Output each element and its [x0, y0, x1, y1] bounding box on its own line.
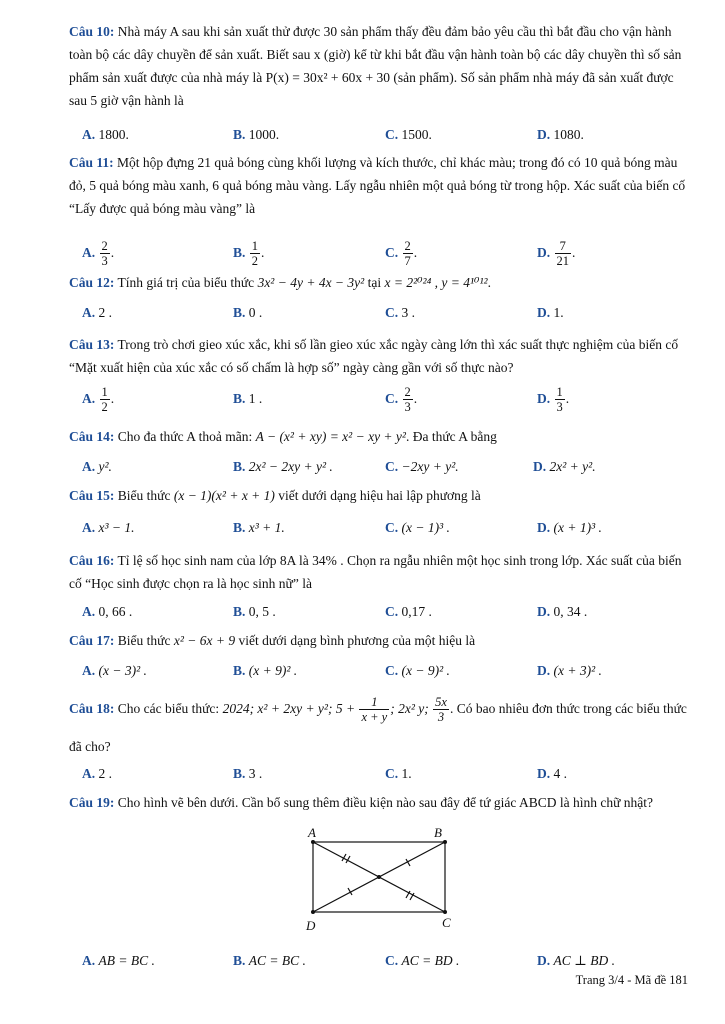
math-expression: A − (x² + xy) = x² − xy + y²	[255, 429, 406, 444]
option-b[interactable]: B. 2x² − 2xy + y² .	[233, 459, 333, 474]
center-point	[377, 875, 381, 879]
question-text: Cho hình vẽ bên dưới. Cần bổ sung thêm điều kiện nào sau đây để tứ giác ABCD là hình chữ nhật?	[117, 795, 654, 810]
option-a[interactable]: A. 0, 66 .	[82, 604, 133, 619]
option-d[interactable]: D. 2x² + y².	[533, 459, 596, 474]
fraction: $\frac{5x}{3}$	[435, 695, 447, 725]
option-a[interactable]: A. (x − 3)² .	[82, 663, 147, 678]
vertex-point	[443, 840, 447, 844]
question-text: Tỉ lệ số học sinh nam của lớp 8A là 34% . Chọn ra ngẫu nhiên một học sinh trong lớp. Xác suất của biến cố “Học sinh được chọn ra là học sinh nữ” là	[69, 553, 682, 591]
option-a[interactable]: A. AB = BC .	[82, 953, 155, 968]
option-a[interactable]: A. x³ − 1.	[82, 520, 135, 535]
options-18	[82, 763, 702, 785]
option-c[interactable]: C. 3 .	[385, 305, 415, 320]
fraction: $\frac{1}{x + y}$	[361, 695, 388, 725]
label-d: D	[306, 918, 316, 933]
option-a[interactable]: A. 1800.	[82, 127, 129, 142]
question-15	[69, 484, 691, 507]
option-d[interactable]: D. 0, 34 .	[537, 604, 588, 619]
option-d[interactable]: D. 4 .	[537, 766, 567, 781]
question-text: . Đa thức A bằng	[405, 429, 497, 444]
question-10	[69, 20, 691, 112]
options-11	[82, 236, 702, 270]
question-13	[69, 333, 691, 379]
option-d[interactable]: D. 1.	[537, 305, 564, 320]
page-footer: Trang 3/4 - Mã đề 181	[575, 973, 688, 987]
vertex-point	[311, 840, 315, 844]
question-text: Trong trò chơi gieo xúc xắc, khi số lần gieo xúc xắc ngày càng lớn thì xác suất thực nghiệm của biến cố “Mặt xuất hiện của xúc xắc có số chấm là hợp số” ngày càng gần với số thực nào?	[69, 337, 679, 375]
question-label: Câu 10:	[69, 24, 115, 39]
question-text: Biểu thức	[117, 633, 171, 648]
option-c[interactable]: C. 1.	[385, 766, 412, 781]
math-expression: (x − 1)(x² + x + 1)	[173, 488, 275, 503]
question-label: Câu 19:	[69, 795, 115, 810]
math-expression: x² − 6x + 9	[173, 633, 236, 648]
question-text: viết dưới dạng bình phương của một hiệu là	[238, 633, 476, 648]
vertex-point	[311, 910, 315, 914]
options-15	[82, 517, 702, 539]
question-label: Câu 17:	[69, 633, 115, 648]
options-16	[82, 601, 702, 623]
question-19	[69, 791, 691, 814]
question-label: Câu 16:	[69, 553, 115, 568]
options-12	[82, 302, 702, 324]
question-text: Một hộp đựng 21 quả bóng cùng khối lượng và kích thước, chỉ khác màu; trong đó có 10 quả bóng màu đỏ, 5 quả bóng màu xanh, 6 quả bóng màu vàng. Lấy ngẫu nhiên một quả bóng từ trong hộp. Xác suất của biến cố “Lấy được quả bóng màu vàng” là	[69, 155, 686, 216]
question-label: Câu 14:	[69, 429, 115, 444]
option-b[interactable]: B. AC = BC .	[233, 953, 306, 968]
options-13	[82, 382, 702, 416]
math-expression: ; 2x² y;	[390, 701, 429, 716]
option-b[interactable]: B. $\frac{1}{2}$ .	[233, 239, 265, 269]
option-c[interactable]: C. AC = BD .	[385, 953, 460, 968]
question-18	[69, 690, 691, 766]
question-11	[69, 151, 691, 220]
option-b[interactable]: B. (x + 9)² .	[233, 663, 298, 678]
option-b[interactable]: B. 1 .	[233, 391, 263, 406]
option-b[interactable]: B. 1000.	[233, 127, 280, 142]
question-text: Tính giá trị của biểu thức	[117, 275, 255, 290]
option-c[interactable]: C. −2xy + y².	[385, 459, 459, 474]
rectangle-abcd-figure	[300, 822, 460, 934]
options-14	[82, 456, 702, 478]
question-text: viết dưới dạng hiệu hai lập phương là	[278, 488, 481, 503]
option-c[interactable]: C. $\frac{2}{7}$ .	[385, 239, 418, 269]
option-a[interactable]: A. y².	[82, 459, 112, 474]
option-c[interactable]: C. (x − 9)² .	[385, 663, 450, 678]
options-17	[82, 660, 702, 682]
option-c[interactable]: C. 1500.	[385, 127, 432, 142]
option-c[interactable]: C. 0,17 .	[385, 604, 432, 619]
options-10	[82, 124, 702, 146]
question-label: Câu 15:	[69, 488, 115, 503]
question-14	[69, 425, 691, 448]
option-a[interactable]: A. $\frac{1}{2}$ .	[82, 385, 115, 415]
math-condition: x = 2²⁰²⁴ , y = 4¹⁰¹²	[384, 275, 488, 290]
option-a[interactable]: A. 2 .	[82, 305, 112, 320]
option-b[interactable]: B. 0, 5 .	[233, 604, 276, 619]
vertex-point	[443, 910, 447, 914]
question-text: Nhà máy A sau khi sản xuất thử được 30 sản phẩm thấy đều đảm bảo yêu cầu thì bắt đầu cho vận hành toàn bộ các dây chuyền để sản xuất. Biết sau x (giờ) kể từ khi bắt đầu vận hành toàn bộ các dây chuyền thì số sản phẩm sản xuất được của nhà máy là P(x) = 30x² + 60x + 30 (sản phẩm). Số sản phẩm nhà máy đã sản xuất được sau 5 giờ vận hành là	[69, 24, 682, 108]
options-19	[82, 950, 702, 972]
option-d[interactable]: D. (x + 1)³ .	[537, 520, 602, 535]
option-b[interactable]: B. 0 .	[233, 305, 263, 320]
option-d[interactable]: D. (x + 3)² .	[537, 663, 602, 678]
question-text: . Có bao nhiêu đơn thức trong các biểu thức đã cho?	[69, 701, 687, 754]
option-b[interactable]: B. 3 .	[233, 766, 263, 781]
option-c[interactable]: C. $\frac{2}{3}$ .	[385, 385, 418, 415]
option-a[interactable]: A. $\frac{2}{3}$ .	[82, 239, 115, 269]
question-16	[69, 549, 691, 595]
label-a: A	[308, 825, 316, 840]
question-17	[69, 629, 691, 652]
option-c[interactable]: C. (x − 1)³ .	[385, 520, 450, 535]
math-expression: 3x² − 4y + 4x − 3y²	[257, 275, 365, 290]
question-label: Câu 18:	[69, 701, 115, 716]
question-label: Câu 13:	[69, 337, 115, 352]
option-d[interactable]: D. $\frac{7}{21}$ .	[537, 239, 576, 269]
question-text: Cho đa thức A thoả mãn:	[117, 429, 253, 444]
question-text: tại	[367, 275, 382, 290]
option-b[interactable]: B. x³ + 1.	[233, 520, 285, 535]
math-expression: 2024; x² + 2xy + y²; 5 +	[222, 701, 356, 716]
option-d[interactable]: D. 1080.	[537, 127, 584, 142]
question-label: Câu 11:	[69, 155, 114, 170]
option-d[interactable]: D. AC ⊥ BD .	[537, 953, 615, 968]
question-label: Câu 12:	[69, 275, 115, 290]
question-text: Cho các biểu thức:	[117, 701, 220, 716]
label-b: B	[434, 825, 442, 840]
question-text: Biểu thức	[117, 488, 171, 503]
option-a[interactable]: A. 2 .	[82, 766, 112, 781]
label-c: C	[442, 915, 451, 930]
option-d[interactable]: D. $\frac{1}{3}$ .	[537, 385, 570, 415]
question-12: Câu 12: Tính giá trị của biểu thức 3x² − 4y + 4x − 3y² tại x = 2²⁰²⁴ , y = 4¹⁰¹².	[69, 275, 491, 290]
